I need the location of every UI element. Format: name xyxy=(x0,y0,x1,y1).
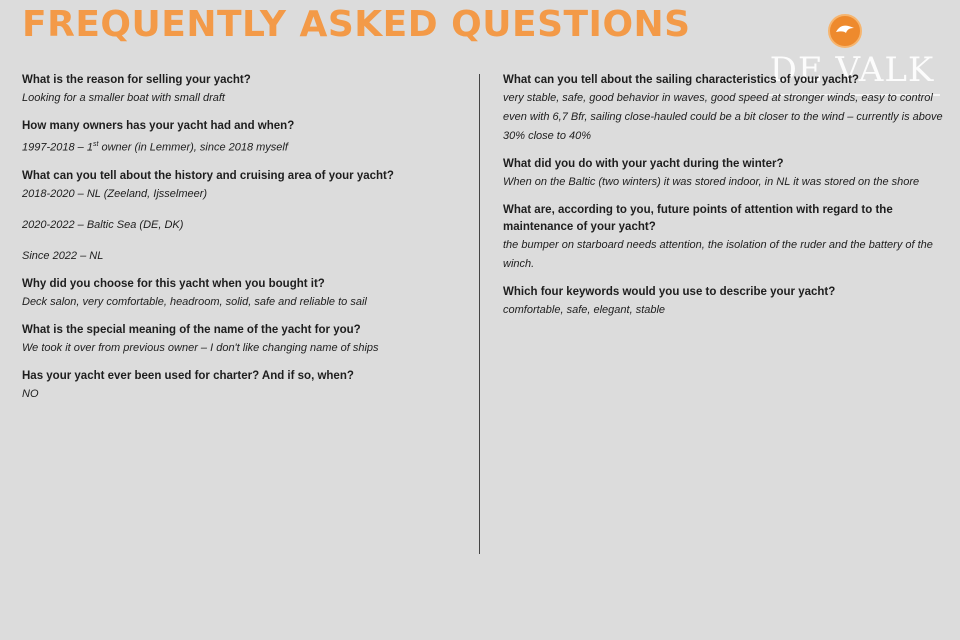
faq-question: How many owners has your yacht had and when? xyxy=(22,120,295,132)
faq-item xyxy=(22,168,462,266)
faq-question: What is the special meaning of the name of the yacht for you? xyxy=(22,323,361,336)
faq-item xyxy=(22,276,462,312)
faq-item xyxy=(503,202,943,274)
faq-answer: When on the Baltic (two winters) it was stored indoor, in NL it was stored on the shore xyxy=(503,176,920,188)
faq-item xyxy=(503,156,943,192)
hawk-logo-icon xyxy=(828,14,862,48)
faq-left-column xyxy=(22,72,462,414)
faq-item xyxy=(22,118,462,158)
faq-question: Has your yacht ever been used for charter? And if so, when? xyxy=(22,369,354,382)
faq-right-column xyxy=(503,72,943,330)
faq-answer: 2018-2020 – NL (Zeeland, Ijsselmeer) xyxy=(22,187,208,200)
faq-answer: Deck salon, very comfortable, headroom, solid, safe and reliable to sail xyxy=(22,295,367,308)
faq-answer: We took it over from previous owner – I don't like changing name of ships xyxy=(22,341,379,354)
faq-answer: NO xyxy=(22,387,39,400)
faq-answer: very stable, safe, good behavior in waves, good speed at stronger winds, easy to control even with 6,7 Bfr, sailing close-hauled could be a bit closer to the wind – currently is above 30% close to 40% xyxy=(503,92,943,142)
logo-text: DE VALK xyxy=(769,50,935,90)
faq-question: What can you tell about the history and cruising area of your yacht? xyxy=(22,169,394,182)
faq-item xyxy=(503,284,943,320)
faq-question: What can you tell about the sailing characteristics of your yacht? xyxy=(503,74,859,86)
column-divider xyxy=(479,74,480,554)
faq-answer: Looking for a smaller boat with small draft xyxy=(22,92,225,104)
faq-question: What is the reason for selling your yacht? xyxy=(22,74,251,86)
faq-answer: 2020-2022 – Baltic Sea (DE, DK) xyxy=(22,218,184,231)
faq-item xyxy=(22,72,462,108)
faq-question: Which four keywords would you use to describe your yacht? xyxy=(503,286,836,298)
faq-answer: the bumper on starboard needs attention, the isolation of the ruder and the battery of the winch. xyxy=(503,239,933,270)
faq-question: What did you do with your yacht during the winter? xyxy=(503,158,784,170)
faq-item xyxy=(503,72,943,146)
page-title: FREQUENTLY ASKED QUESTIONS xyxy=(22,4,691,45)
faq-answer: Since 2022 – NL xyxy=(22,249,104,262)
faq-question: Why did you choose for this yacht when you bought it? xyxy=(22,277,325,290)
faq-answer: comfortable, safe, elegant, stable xyxy=(503,304,666,316)
faq-question: What are, according to you, future points of attention with regard to the maintenance of your yacht? xyxy=(503,204,893,233)
faq-item xyxy=(22,322,462,358)
faq-item xyxy=(22,368,462,404)
faq-answer: 1997-2018 – 1st owner (in Lemmer), since 2018 myself xyxy=(22,141,288,154)
